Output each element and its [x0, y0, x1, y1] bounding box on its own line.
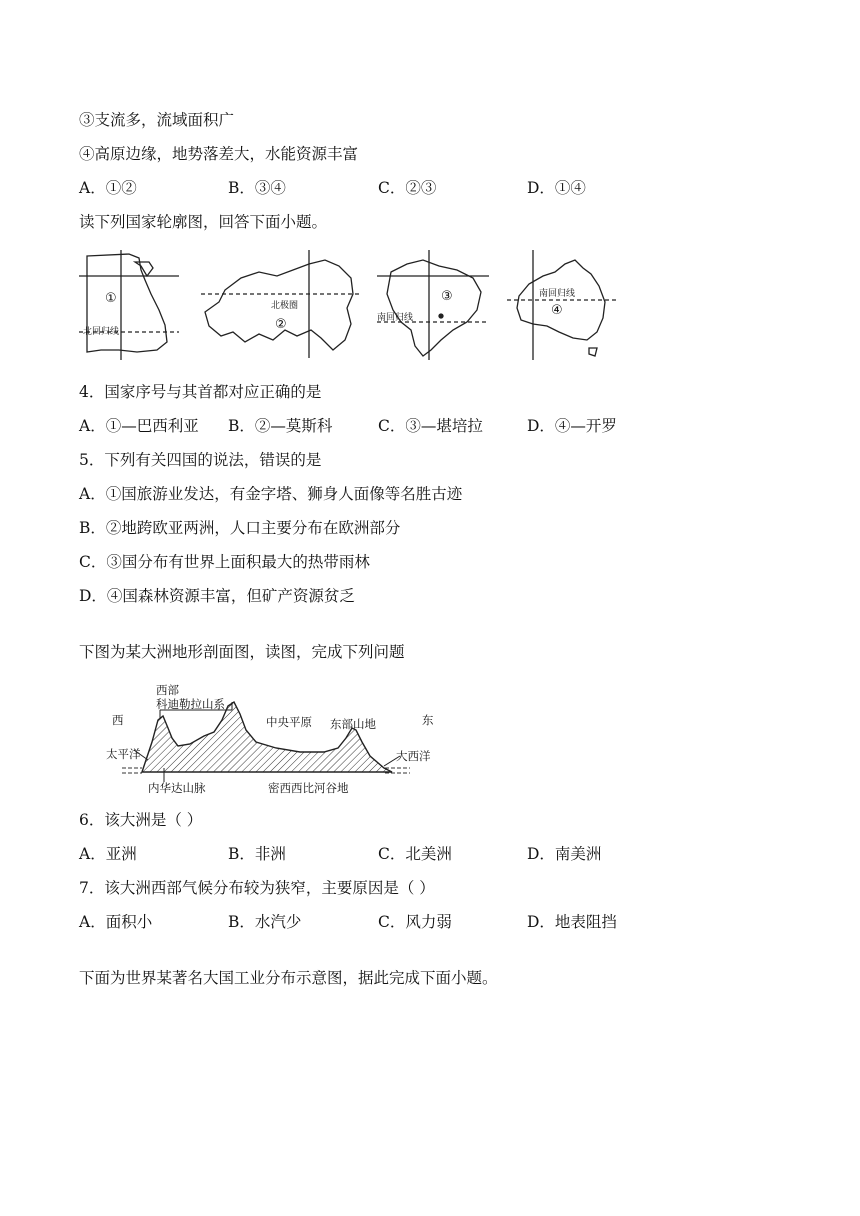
- q6-option-a: A．亚洲: [79, 845, 137, 863]
- q4-option-a: A．①—巴西利亚: [79, 417, 199, 435]
- q7-option-b: B．水汽少: [228, 913, 302, 931]
- q5-stem: 5．下列有关四国的说法，错误的是: [79, 451, 322, 469]
- profile-nevada: 内华达山脉: [148, 781, 206, 795]
- q6-option-c: C．北美洲: [378, 845, 452, 863]
- q3-option-a: A．①②: [79, 179, 137, 197]
- q7-stem: 7．该大洲西部气候分布较为狭窄，主要原因是（ ）: [79, 879, 435, 897]
- terrain-profile-figure: [100, 680, 450, 798]
- q6-option-d: D．南美洲: [527, 845, 602, 863]
- country-map-3: [377, 250, 489, 360]
- map-1-line-label: 北回归线: [83, 327, 120, 337]
- map-4-number: ④: [551, 303, 563, 318]
- country-map-1: [79, 250, 179, 360]
- q6-stem: 6．该大洲是（ ）: [79, 811, 203, 829]
- profile-west: 西: [112, 713, 124, 727]
- profile-central-plain: 中央平原: [266, 715, 312, 729]
- q3-item-4: ④高原边缘，地势落差大，水能资源丰富: [79, 145, 359, 163]
- profile-atlantic: 大西洋: [396, 749, 431, 763]
- q4-option-b: B．②—莫斯科: [228, 417, 333, 435]
- q5-option-c: C．③国分布有世界上面积最大的热带雨林: [79, 553, 370, 571]
- q3-option-b: B．③④: [228, 179, 286, 197]
- q6-option-b: B．非洲: [228, 845, 286, 863]
- profile-cordillera: 科迪勒拉山系: [156, 697, 225, 711]
- q5-option-a: A．①国旅游业发达，有金字塔、狮身人面像等名胜古迹: [79, 485, 463, 503]
- q5-option-b: B．②地跨欧亚两洲，人口主要分布在欧洲部分: [79, 519, 401, 537]
- map-4-line-label: 南回归线: [539, 289, 576, 299]
- q4-option-d: D．④—开罗: [527, 417, 617, 435]
- q7-option-d: D．地表阻挡: [527, 913, 617, 931]
- profile-pacific: 太平洋: [106, 747, 141, 761]
- country-outline-figure: [79, 250, 619, 360]
- map-3-number: ③: [441, 289, 453, 304]
- map-3-line-label: 南回归线: [377, 313, 414, 323]
- profile-eastern-highlands: 东部山地: [330, 717, 376, 731]
- q4-option-c: C．③—堪培拉: [378, 417, 483, 435]
- profile-east: 东: [422, 713, 434, 727]
- q3-option-d: D．①④: [527, 179, 586, 197]
- q3-item-3: ③支流多，流域面积广: [79, 111, 235, 129]
- map-1-number: ①: [105, 291, 117, 306]
- intro-country-maps: 读下列国家轮廓图，回答下面小题。: [79, 213, 328, 231]
- profile-west-part: 西部: [156, 683, 179, 697]
- map-2-number: ②: [275, 317, 287, 332]
- q5-option-d: D．④国森林资源丰富，但矿产资源贫乏: [79, 587, 355, 605]
- map-2-line-label: 北极圈: [271, 301, 299, 311]
- q3-option-c: C．②③: [378, 179, 437, 197]
- q7-option-c: C．风力弱: [378, 913, 452, 931]
- profile-mississippi: 密西西比河谷地: [268, 781, 349, 795]
- q7-option-a: A．面积小: [79, 913, 153, 931]
- q4-stem: 4．国家序号与其首都对应正确的是: [79, 383, 322, 401]
- intro-profile: 下图为某大洲地形剖面图，读图，完成下列问题: [79, 643, 405, 661]
- intro-industry: 下面为世界某著名大国工业分布示意图，据此完成下面小题。: [79, 969, 498, 987]
